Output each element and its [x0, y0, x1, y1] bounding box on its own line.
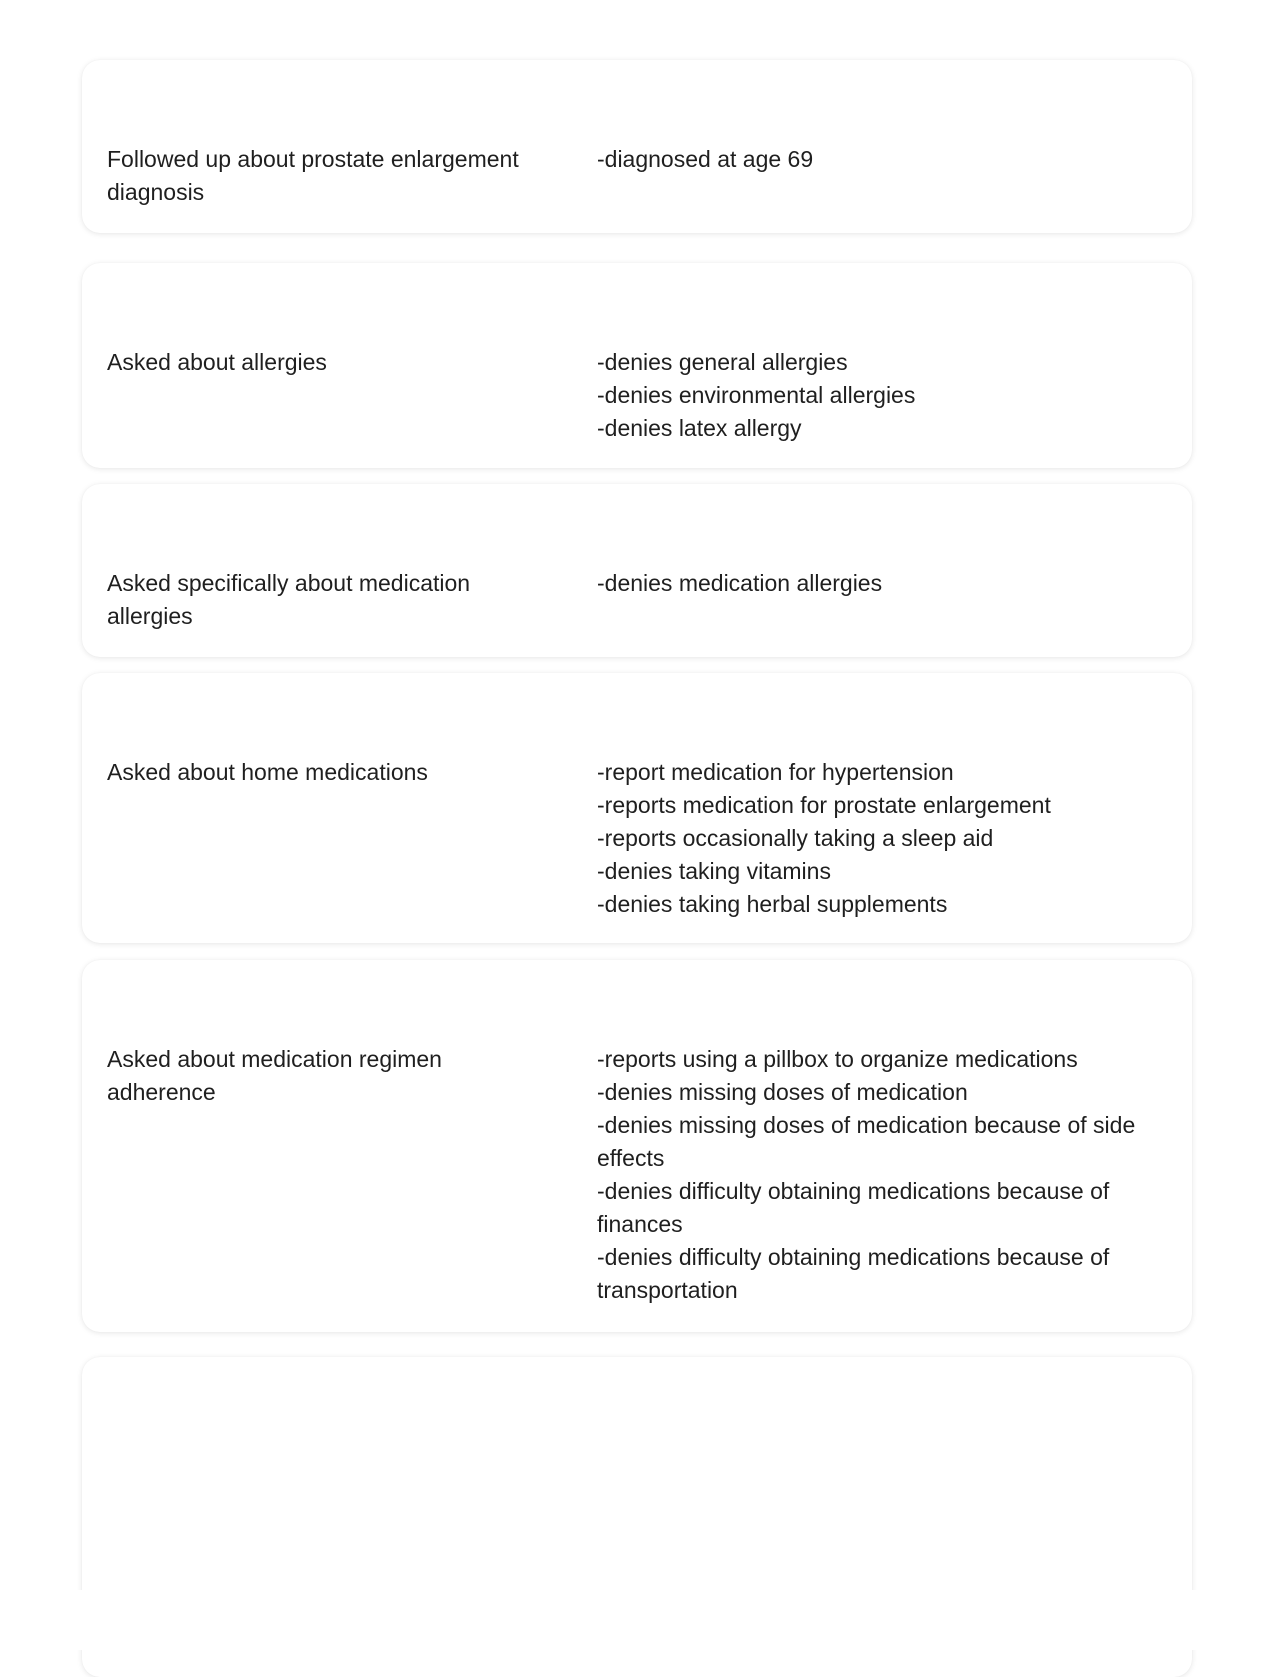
- finding-line: -denies difficulty obtaining medications because of finances: [597, 1178, 1110, 1237]
- finding-line: -denies latex allergy: [597, 415, 802, 441]
- finding-line: -denies missing doses of medication because of side effects: [597, 1112, 1136, 1171]
- finding-line: -denies missing doses of medication: [597, 1079, 968, 1105]
- finding-line: -report medication for hypertension: [597, 759, 954, 785]
- finding-line: -denies general allergies: [597, 349, 848, 375]
- card-question: Asked about home medications: [107, 759, 428, 785]
- finding-line: -diagnosed at age 69: [597, 146, 814, 172]
- page-bottom-margin: [0, 1590, 1275, 1650]
- card-question: Asked specifically about medication allergies: [107, 570, 471, 629]
- finding-line: -reports medication for prostate enlargement: [597, 792, 1051, 818]
- card-question: Followed up about prostate enlargement diagnosis: [107, 146, 519, 205]
- finding-card-allergies: [82, 263, 1192, 468]
- card-question: Asked about allergies: [107, 349, 327, 375]
- finding-card-prostate: [82, 60, 1192, 233]
- finding-card-medication-adherence: [82, 960, 1192, 1332]
- card-findings: [597, 567, 1162, 600]
- finding-line: -denies taking vitamins: [597, 858, 831, 884]
- finding-line: -denies environmental allergies: [597, 382, 916, 408]
- finding-line: -denies medication allergies: [597, 570, 883, 596]
- card-findings: [597, 1043, 1162, 1307]
- card-findings: [597, 143, 1162, 176]
- card-findings: [597, 346, 1162, 445]
- finding-line: -denies taking herbal supplements: [597, 891, 948, 917]
- finding-line: -reports using a pillbox to organize medications: [597, 1046, 1078, 1072]
- card-findings: [597, 756, 1162, 921]
- finding-line: -denies difficulty obtaining medications because of transportation: [597, 1244, 1110, 1303]
- finding-card-home-medications: [82, 673, 1192, 943]
- card-question: Asked about medication regimen adherence: [107, 1046, 442, 1105]
- finding-line: -reports occasionally taking a sleep aid: [597, 825, 994, 851]
- finding-card-medication-allergies: [82, 484, 1192, 657]
